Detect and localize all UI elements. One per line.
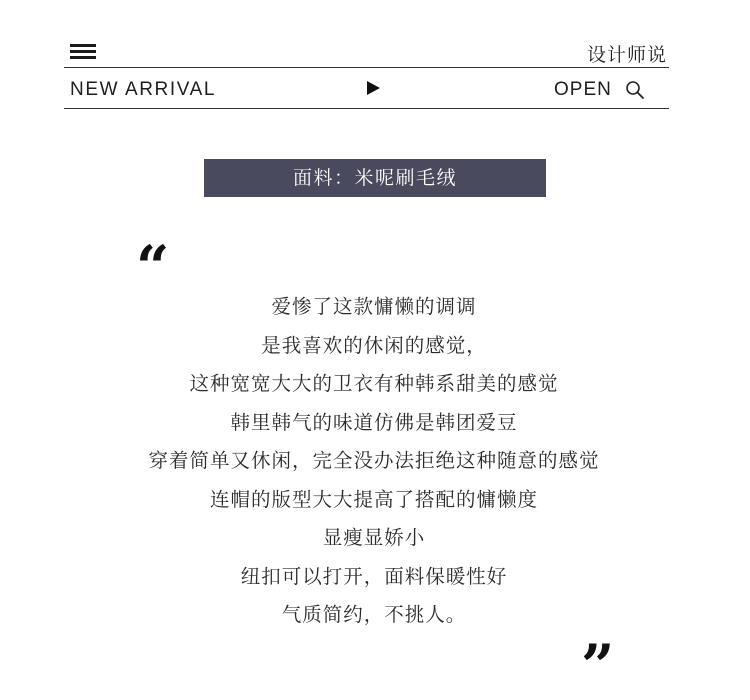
open-button[interactable]: OPEN [554,79,612,100]
description-line: 纽扣可以打开，面料保暖性好 [240,564,508,588]
fabric-label: 面料：米呢刷毛绒 [204,159,546,197]
brand-title: 设计师说 [586,44,667,66]
open-quote-mark: “ [136,233,170,301]
new-arrival-label: NEW ARRIVAL [70,79,217,100]
close-quote-mark: ” [581,632,615,700]
description-line: 显瘦显娇小 [322,526,426,549]
hamburger-menu-icon[interactable] [70,44,96,60]
description-line: 爱惨了这款慵懒的调调 [271,295,477,318]
description-line: 穿着简单又休闲，完全没办法拒绝这种随意的感觉 [148,449,600,472]
description-line: 气质简约，不挑人。 [281,603,467,626]
description-line: 这种宽宽大大的卫衣有种韩系甜美的感觉 [189,372,559,395]
description-line: 是我喜欢的休闲的感觉， [261,333,487,357]
description-text [64,288,684,635]
play-icon[interactable] [367,81,380,95]
description-line: 韩里韩气的味道仿佛是韩团爱豆 [230,410,518,434]
bottom-divider [64,108,669,109]
description-line: 连帽的版型大大提高了搭配的慵懒度 [209,487,538,511]
nav-bar [64,68,669,108]
search-icon[interactable] [625,80,645,100]
